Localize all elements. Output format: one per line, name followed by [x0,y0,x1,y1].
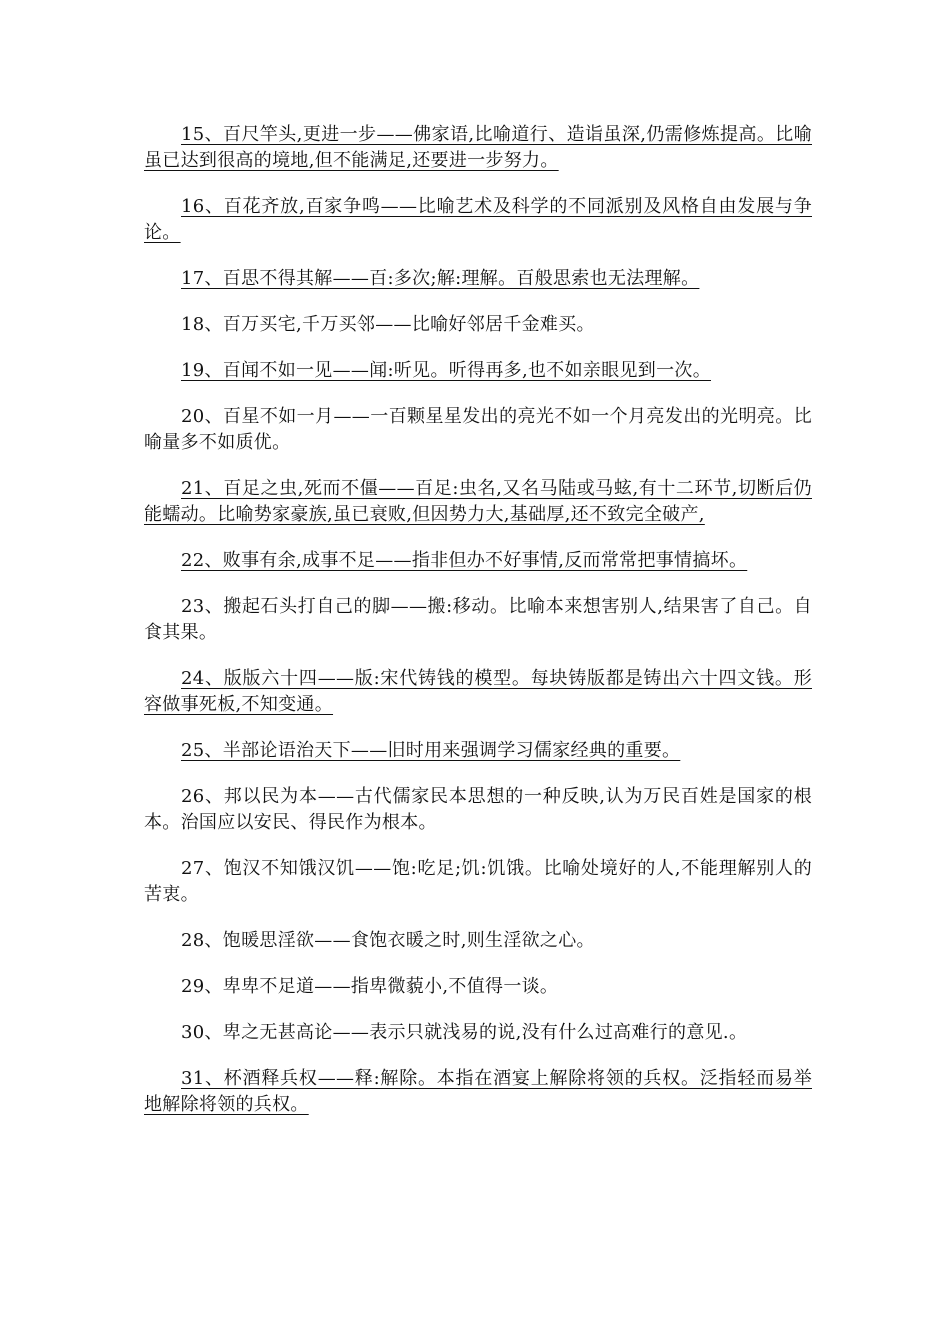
idiom-entry-21: 21、百足之虫,死而不僵——百足:虫名,又名马陆或马蚿,有十二环节,切断后仍能蠕动。比喻势家豪族,虽已衰败,但因势力大,基础厚,还不致完全破产, [144,478,812,525]
idiom-entry-17: 17、百思不得其解——百:多次;解:理解。百般思索也无法理解。 [181,268,700,289]
idiom-entry-27: 27、饱汉不知饿汉饥——饱:吃足;饥:饥饿。比喻处境好的人,不能理解别人的苦衷。 [144,858,812,905]
idiom-entry-25: 25、半部论语治天下——旧时用来强调学习儒家经典的重要。 [181,740,681,761]
idiom-entry-22: 22、败事有余,成事不足——指非但办不好事情,反而常常把事情搞坏。 [181,550,748,571]
idiom-entry-15: 15、百尺竿头,更进一步——佛家语,比喻道行、造诣虽深,仍需修炼提高。比喻虽已达到很高的境地,但不能满足,还要进一步努力。 [144,124,812,171]
idiom-entry-18: 18、百万买宅,千万买邻——比喻好邻居千金难买。 [181,314,595,335]
idiom-entry-19: 19、百闻不如一见——闻:听见。听得再多,也不如亲眼见到一次。 [181,360,711,381]
idiom-entry-30: 30、卑之无甚高论——表示只就浅易的说,没有什么过高难行的意见.。 [181,1022,748,1043]
idiom-entry-16: 16、百花齐放,百家争鸣——比喻艺术及科学的不同派别及风格自由发展与争论。 [144,196,812,243]
idiom-entry-24: 24、版版六十四——版:宋代铸钱的模型。每块铸版都是铸出六十四文钱。形容做事死板,不知变通。 [144,668,812,715]
idiom-entry-31: 31、杯酒释兵权——释:解除。本指在酒宴上解除将领的兵权。泛指轻而易举地解除将领的兵权。 [144,1068,812,1115]
idiom-entry-20: 20、百星不如一月——一百颗星星发出的亮光不如一个月亮发出的光明亮。比喻量多不如质优。 [144,406,812,453]
idiom-entry-28: 28、饱暖思淫欲——食饱衣暖之时,则生淫欲之心。 [181,930,595,951]
idiom-list [144,122,812,1138]
idiom-entry-26: 26、邦以民为本——古代儒家民本思想的一种反映,认为万民百姓是国家的根本。治国应以安民、得民作为根本。 [144,786,812,833]
idiom-entry-23: 23、搬起石头打自己的脚——搬:移动。比喻本来想害别人,结果害了自己。自食其果。 [144,596,812,643]
idiom-entry-29: 29、卑卑不足道——指卑微藐小,不值得一谈。 [181,976,559,997]
